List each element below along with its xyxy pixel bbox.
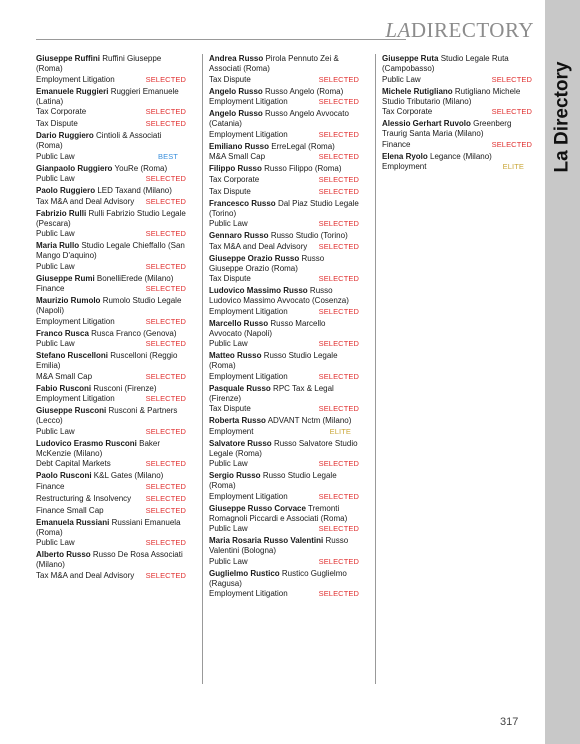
rating-badge: SELECTED bbox=[145, 229, 186, 238]
firm-name: Cintioli & Associati (Roma) bbox=[36, 131, 162, 150]
directory-entry bbox=[209, 319, 359, 350]
firm-name: Rulli Fabrizio Studio Legale (Pescara) bbox=[36, 208, 186, 228]
lawyer-name: Roberta Russo bbox=[209, 416, 266, 425]
lawyer-heading bbox=[36, 241, 186, 261]
practice-area: Employment Litigation bbox=[36, 394, 115, 403]
lawyer-heading bbox=[209, 439, 359, 459]
masthead-rule bbox=[36, 39, 406, 40]
firm-name: Russo Ludovico Massimo Avvocato (Cosenza) bbox=[209, 286, 349, 305]
practice-row bbox=[36, 506, 186, 516]
lawyer-name: Emanuele Ruggieri bbox=[36, 86, 109, 96]
directory-entry bbox=[209, 109, 359, 140]
lawyer-heading bbox=[382, 87, 532, 107]
directory-entry bbox=[36, 87, 186, 130]
rating-badge: SELECTED bbox=[145, 481, 186, 491]
lawyer-name: Paolo Ruggiero bbox=[36, 186, 96, 195]
lawyer-heading bbox=[209, 231, 359, 241]
practice-row bbox=[36, 119, 186, 129]
lawyer-heading bbox=[209, 536, 359, 556]
rating-badge: SELECTED bbox=[145, 284, 186, 293]
rating-badge: SELECTED bbox=[318, 74, 359, 84]
rating-badge: SELECTED bbox=[145, 394, 186, 403]
rating-badge: SELECTED bbox=[318, 219, 359, 228]
firm-name: Russo Studio (Torino) bbox=[270, 231, 348, 240]
firm-name: LED Taxand (Milano) bbox=[97, 186, 172, 195]
lawyer-heading bbox=[209, 504, 359, 524]
lawyer-name: Paolo Rusconi bbox=[36, 471, 92, 480]
practice-row bbox=[36, 459, 186, 469]
firm-name: Pirola Pennuto Zei & Associati (Roma) bbox=[209, 54, 339, 73]
firm-name: Russiani Emanuela (Roma) bbox=[36, 517, 181, 537]
directory-entry bbox=[382, 152, 532, 173]
practice-row bbox=[382, 75, 532, 85]
directory-entry bbox=[382, 87, 532, 118]
lawyer-heading bbox=[36, 384, 186, 394]
lawyer-name: Elena Ryolo bbox=[382, 151, 428, 161]
lawyer-name: Maria Rullo bbox=[36, 241, 80, 250]
lawyer-heading bbox=[36, 131, 186, 151]
lawyer-name: Maria Rosaria Russo Valentini bbox=[209, 536, 324, 545]
lawyer-name: Marcello Russo bbox=[209, 318, 269, 328]
firm-name: Studio Legale Ruta (Campobasso) bbox=[382, 54, 509, 73]
practice-area: Employment Litigation bbox=[36, 74, 115, 84]
directory-entry bbox=[209, 536, 359, 567]
practice-row bbox=[209, 492, 359, 502]
practice-area: Public Law bbox=[36, 174, 75, 183]
lawyer-heading bbox=[209, 54, 359, 74]
lawyer-name: Matteo Russo bbox=[209, 351, 262, 360]
practice-area: Employment bbox=[209, 426, 254, 436]
practice-row bbox=[209, 589, 359, 599]
rating-badge: SELECTED bbox=[145, 505, 186, 515]
rating-badge: SELECTED bbox=[145, 570, 186, 580]
directory-entry bbox=[36, 131, 186, 162]
directory-entry bbox=[382, 54, 532, 85]
firm-name: Rusca Franco (Genova) bbox=[91, 328, 177, 338]
practice-area: Public Law bbox=[209, 524, 248, 533]
lawyer-heading bbox=[209, 142, 359, 152]
firm-name: Russo Filippo (Roma) bbox=[264, 164, 342, 173]
directory-entry bbox=[209, 286, 359, 317]
lawyer-name: Franco Rusca bbox=[36, 328, 89, 338]
lawyer-name: Emiliano Russo bbox=[209, 141, 270, 151]
rating-badge: SELECTED bbox=[145, 493, 186, 503]
practice-area: Public Law bbox=[209, 219, 248, 228]
lawyer-name: Filippo Russo bbox=[209, 164, 262, 173]
firm-name: Baker McKenzie (Milano) bbox=[36, 438, 161, 458]
practice-area: Finance Small Cap bbox=[36, 505, 104, 515]
firm-name: ADVANT Nctm (Milano) bbox=[267, 416, 352, 425]
firm-name: Greenberg Traurig Santa Maria (Milano) bbox=[382, 119, 512, 138]
directory-entry bbox=[209, 164, 359, 197]
practice-row bbox=[382, 162, 532, 172]
lawyer-heading bbox=[209, 416, 359, 426]
practice-row bbox=[36, 107, 186, 117]
practice-area: M&A Small Cap bbox=[209, 152, 266, 161]
directory-entry bbox=[209, 569, 359, 600]
practice-row bbox=[36, 317, 186, 327]
lawyer-heading bbox=[209, 569, 359, 589]
firm-name: Rusconi (Firenze) bbox=[93, 383, 157, 393]
practice-row bbox=[209, 274, 359, 284]
practice-area: Employment Litigation bbox=[209, 371, 288, 381]
lawyer-heading bbox=[36, 274, 186, 284]
firm-name: Russo Marcello Avvocato (Napoli) bbox=[209, 318, 326, 338]
practice-row bbox=[36, 427, 186, 437]
practice-area: M&A Small Cap bbox=[36, 371, 93, 381]
practice-row bbox=[209, 459, 359, 469]
lawyer-heading bbox=[36, 164, 186, 174]
firm-name: Rusconi & Partners (Lecco) bbox=[36, 406, 178, 425]
rating-badge: SELECTED bbox=[318, 524, 359, 533]
lawyer-heading bbox=[382, 119, 532, 139]
side-tab-text: La Directory bbox=[551, 61, 573, 173]
lawyer-heading bbox=[36, 406, 186, 426]
directory-entry bbox=[36, 518, 186, 549]
firm-name: Rumolo Studio Legale (Napoli) bbox=[36, 296, 182, 315]
lawyer-heading bbox=[209, 254, 359, 274]
directory-entry bbox=[209, 231, 359, 252]
directory-entry bbox=[209, 416, 359, 437]
practice-area: Public Law bbox=[36, 229, 75, 238]
rating-badge: SELECTED bbox=[318, 589, 359, 598]
lawyer-heading bbox=[209, 319, 359, 339]
practice-row bbox=[36, 152, 186, 162]
lawyer-name: Giuseppe Rumi bbox=[36, 273, 95, 283]
lawyer-heading bbox=[209, 164, 359, 174]
firm-name: Tremonti Romagnoli Piccardi e Associati (Roma) bbox=[209, 503, 348, 523]
lawyer-name: Sergio Russo bbox=[209, 471, 261, 480]
masthead bbox=[36, 16, 536, 46]
firm-name: Studio Legale Chieffallo (San Mango D'aquino) bbox=[36, 241, 185, 260]
firm-name: YouRe (Roma) bbox=[114, 163, 168, 173]
firm-name: Ruffini Giuseppe (Roma) bbox=[36, 54, 162, 73]
directory-entry bbox=[209, 142, 359, 163]
rating-badge: ELITE bbox=[502, 162, 524, 171]
lawyer-heading bbox=[36, 296, 186, 316]
firm-name: Rutigliano Michele Studio Tributario (Milano) bbox=[382, 86, 521, 106]
practice-area: Employment Litigation bbox=[209, 97, 288, 106]
directory-column-2 bbox=[209, 54, 359, 601]
firm-name: Ruscelloni (Reggio Emilia) bbox=[36, 351, 178, 370]
directory-entry bbox=[209, 439, 359, 470]
practice-row bbox=[36, 229, 186, 239]
directory-entry bbox=[36, 351, 186, 382]
directory-entry bbox=[209, 254, 359, 285]
practice-row bbox=[36, 571, 186, 581]
rating-badge: SELECTED bbox=[318, 306, 359, 316]
lawyer-heading bbox=[36, 329, 186, 339]
rating-badge: SELECTED bbox=[145, 538, 186, 547]
practice-row bbox=[36, 372, 186, 382]
practice-row bbox=[36, 284, 186, 294]
lawyer-heading bbox=[382, 152, 532, 162]
practice-area: Public Law bbox=[209, 556, 248, 566]
lawyer-heading bbox=[36, 550, 186, 570]
rating-badge: SELECTED bbox=[145, 196, 186, 206]
firm-name: BonelliErede (Milano) bbox=[96, 273, 174, 283]
rating-badge: SELECTED bbox=[145, 316, 186, 326]
rating-badge: SELECTED bbox=[318, 241, 359, 251]
directory-entry bbox=[36, 550, 186, 581]
practice-area: Employment Litigation bbox=[209, 306, 288, 316]
practice-row bbox=[382, 140, 532, 150]
practice-area: Finance bbox=[382, 139, 411, 149]
firm-name: Russo Angelo (Roma) bbox=[265, 86, 344, 96]
practice-area: Finance bbox=[36, 481, 65, 491]
practice-row bbox=[209, 97, 359, 107]
practice-row bbox=[36, 262, 186, 272]
firm-name: K&L Gates (Milano) bbox=[93, 471, 164, 480]
lawyer-name: Stefano Ruscelloni bbox=[36, 351, 109, 360]
directory-entry bbox=[209, 54, 359, 85]
lawyer-name: Fabio Rusconi bbox=[36, 383, 92, 393]
directory-entry bbox=[209, 504, 359, 535]
column-divider bbox=[202, 54, 203, 684]
practice-area: Public Law bbox=[209, 339, 248, 348]
firm-name: Ruggieri Emanuele (Latina) bbox=[36, 86, 179, 106]
practice-area: Employment Litigation bbox=[209, 491, 288, 501]
practice-row bbox=[36, 75, 186, 85]
rating-badge: SELECTED bbox=[318, 459, 359, 468]
lawyer-heading bbox=[209, 109, 359, 129]
practice-area: Public Law bbox=[382, 74, 421, 84]
lawyer-name: Andrea Russo bbox=[209, 54, 264, 63]
practice-row bbox=[209, 339, 359, 349]
rating-badge: SELECTED bbox=[318, 174, 359, 184]
rating-badge: ELITE bbox=[329, 426, 351, 436]
firm-name: Legance (Milano) bbox=[430, 151, 492, 161]
directory-entry bbox=[36, 439, 186, 470]
firm-name: Russo Giuseppe Orazio (Roma) bbox=[209, 253, 325, 273]
practice-area: Tax Dispute bbox=[209, 404, 251, 413]
practice-area: Employment Litigation bbox=[209, 589, 288, 598]
rating-badge: SELECTED bbox=[318, 404, 359, 413]
directory-entry bbox=[36, 164, 186, 185]
practice-row bbox=[36, 494, 186, 504]
rating-badge: SELECTED bbox=[318, 491, 359, 501]
page-number: 317 bbox=[500, 716, 519, 728]
lawyer-name: Michele Rutigliano bbox=[382, 86, 453, 96]
practice-area: Employment Litigation bbox=[36, 316, 115, 326]
lawyer-heading bbox=[36, 209, 186, 229]
rating-badge: SELECTED bbox=[145, 74, 186, 84]
practice-area: Restructuring & Insolvency bbox=[36, 493, 132, 503]
practice-row bbox=[36, 538, 186, 548]
directory-entry bbox=[36, 274, 186, 295]
practice-area: Public Law bbox=[209, 459, 248, 468]
directory-entry bbox=[209, 351, 359, 382]
practice-row bbox=[36, 174, 186, 184]
practice-area: Finance bbox=[36, 284, 65, 293]
lawyer-name: Francesco Russo bbox=[209, 198, 276, 208]
directory-entry bbox=[36, 296, 186, 327]
column-divider bbox=[375, 54, 376, 684]
practice-area: Public Law bbox=[36, 339, 75, 348]
practice-area: Employment bbox=[382, 162, 427, 171]
side-tab-label bbox=[545, 32, 580, 202]
directory-entry bbox=[36, 471, 186, 516]
practice-area: Tax Corporate bbox=[382, 107, 433, 116]
practice-area: Tax M&A and Deal Advisory bbox=[209, 241, 308, 251]
rating-badge: SELECTED bbox=[145, 426, 186, 436]
lawyer-name: Angelo Russo bbox=[209, 86, 263, 96]
lawyer-heading bbox=[209, 471, 359, 491]
directory-entry bbox=[36, 241, 186, 272]
lawyer-heading bbox=[36, 518, 186, 538]
practice-area: Public Law bbox=[36, 151, 75, 161]
directory-entry bbox=[36, 329, 186, 350]
practice-row bbox=[209, 175, 359, 185]
directory-entry bbox=[209, 199, 359, 230]
firm-name: Russo Studio Legale (Roma) bbox=[209, 471, 337, 490]
lawyer-heading bbox=[36, 186, 186, 196]
directory-entry bbox=[209, 471, 359, 502]
practice-row bbox=[209, 372, 359, 382]
lawyer-heading bbox=[36, 351, 186, 371]
rating-badge: SELECTED bbox=[318, 556, 359, 566]
lawyer-heading bbox=[36, 87, 186, 107]
firm-name: RPC Tax & Legal (Firenze) bbox=[209, 383, 334, 403]
practice-row bbox=[36, 482, 186, 492]
lawyer-name: Alberto Russo bbox=[36, 550, 91, 559]
masthead-title-la: LA bbox=[385, 18, 411, 42]
practice-area: Tax Corporate bbox=[36, 107, 87, 116]
practice-area: Tax Corporate bbox=[209, 174, 260, 184]
practice-area: Tax Dispute bbox=[36, 119, 78, 128]
firm-name: Russo Angelo Avvocato (Catania) bbox=[209, 109, 349, 128]
lawyer-name: Gennaro Russo bbox=[209, 231, 269, 240]
directory-entry bbox=[36, 406, 186, 437]
practice-row bbox=[209, 187, 359, 197]
firm-name: Russo De Rosa Associati (Milano) bbox=[36, 550, 183, 569]
directory-entry bbox=[36, 54, 186, 85]
lawyer-heading bbox=[209, 351, 359, 371]
rating-badge: SELECTED bbox=[145, 459, 186, 468]
rating-badge: SELECTED bbox=[318, 186, 359, 196]
lawyer-name: Ludovico Massimo Russo bbox=[209, 286, 308, 295]
firm-name: ErreLegal (Roma) bbox=[271, 141, 335, 151]
rating-badge: SELECTED bbox=[491, 74, 532, 84]
lawyer-name: Angelo Russo bbox=[209, 109, 263, 118]
directory-column-1 bbox=[36, 54, 186, 583]
rating-badge: SELECTED bbox=[318, 129, 359, 139]
rating-badge: SELECTED bbox=[145, 371, 186, 381]
practice-area: Tax M&A and Deal Advisory bbox=[36, 196, 135, 206]
practice-row bbox=[209, 524, 359, 534]
practice-area: Public Law bbox=[36, 426, 75, 436]
practice-row bbox=[209, 557, 359, 567]
lawyer-name: Pasquale Russo bbox=[209, 383, 271, 393]
practice-row bbox=[209, 307, 359, 317]
firm-name: Dal Piaz Studio Legale (Torino) bbox=[209, 198, 359, 218]
lawyer-heading bbox=[209, 384, 359, 404]
lawyer-name: Giuseppe Russo Corvace bbox=[209, 503, 306, 513]
practice-area: Public Law bbox=[36, 261, 75, 271]
lawyer-heading bbox=[36, 54, 186, 74]
practice-area: Tax Dispute bbox=[209, 74, 251, 84]
lawyer-heading bbox=[209, 87, 359, 97]
lawyer-heading bbox=[209, 199, 359, 219]
lawyer-heading bbox=[36, 471, 186, 481]
lawyer-name: Dario Ruggiero bbox=[36, 131, 94, 140]
practice-row bbox=[209, 75, 359, 85]
masthead-title bbox=[385, 18, 534, 43]
rating-badge: SELECTED bbox=[145, 119, 186, 128]
lawyer-name: Salvatore Russo bbox=[209, 438, 272, 448]
directory-entry bbox=[36, 384, 186, 405]
practice-row bbox=[36, 394, 186, 404]
rating-badge: SELECTED bbox=[491, 139, 532, 149]
rating-badge: SELECTED bbox=[318, 274, 359, 283]
practice-row bbox=[209, 242, 359, 252]
practice-area: Employment Litigation bbox=[209, 129, 288, 139]
firm-name: Russo Valentini (Bologna) bbox=[209, 536, 349, 555]
lawyer-name: Guglielmo Rustico bbox=[209, 568, 280, 578]
directory-entry bbox=[209, 384, 359, 415]
practice-area: Debt Capital Markets bbox=[36, 459, 111, 468]
firm-name: Rustico Guglielmo (Ragusa) bbox=[209, 568, 347, 588]
firm-name: Russo Studio Legale (Roma) bbox=[209, 351, 338, 370]
practice-row bbox=[209, 219, 359, 229]
rating-badge: SELECTED bbox=[145, 339, 186, 348]
rating-badge: SELECTED bbox=[145, 261, 186, 271]
lawyer-name: Giuseppe Ruta bbox=[382, 54, 439, 63]
lawyer-heading bbox=[36, 439, 186, 459]
lawyer-name: Giuseppe Orazio Russo bbox=[209, 253, 300, 263]
practice-row bbox=[209, 130, 359, 140]
directory-entry bbox=[382, 119, 532, 150]
rating-badge: SELECTED bbox=[145, 107, 186, 116]
rating-badge: SELECTED bbox=[318, 97, 359, 106]
directory-entry bbox=[209, 87, 359, 108]
practice-row bbox=[36, 339, 186, 349]
rating-badge: SELECTED bbox=[318, 371, 359, 381]
directory-columns bbox=[36, 54, 536, 694]
lawyer-name: Emanuela Russiani bbox=[36, 517, 110, 527]
lawyer-name: Alessio Gerhart Ruvolo bbox=[382, 119, 471, 128]
practice-area: Public Law bbox=[36, 538, 75, 547]
directory-entry bbox=[36, 209, 186, 240]
lawyer-name: Fabrizio Rulli bbox=[36, 208, 87, 218]
rating-badge: SELECTED bbox=[145, 174, 186, 183]
firm-name: Russo Salvatore Studio Legale (Roma) bbox=[209, 438, 358, 458]
lawyer-name: Giuseppe Ruffini bbox=[36, 54, 100, 63]
directory-entry bbox=[36, 186, 186, 207]
lawyer-name: Ludovico Erasmo Rusconi bbox=[36, 438, 137, 448]
rating-badge: SELECTED bbox=[318, 152, 359, 161]
masthead-title-directory: DIRECTORY bbox=[410, 18, 534, 42]
rating-badge: BEST bbox=[158, 151, 178, 161]
practice-row bbox=[209, 427, 359, 437]
practice-row bbox=[36, 197, 186, 207]
rating-badge: SELECTED bbox=[318, 339, 359, 348]
practice-area: Tax Dispute bbox=[209, 186, 251, 196]
lawyer-heading bbox=[209, 286, 359, 306]
practice-row bbox=[382, 107, 532, 117]
practice-area: Tax Dispute bbox=[209, 274, 251, 283]
directory-column-3 bbox=[382, 54, 532, 174]
lawyer-heading bbox=[382, 54, 532, 74]
rating-badge: SELECTED bbox=[491, 107, 532, 116]
practice-row bbox=[209, 404, 359, 414]
lawyer-name: Maurizio Rumolo bbox=[36, 296, 101, 305]
practice-row bbox=[209, 152, 359, 162]
lawyer-name: Gianpaolo Ruggiero bbox=[36, 163, 113, 173]
practice-area: Tax M&A and Deal Advisory bbox=[36, 570, 135, 580]
lawyer-name: Giuseppe Rusconi bbox=[36, 406, 107, 415]
